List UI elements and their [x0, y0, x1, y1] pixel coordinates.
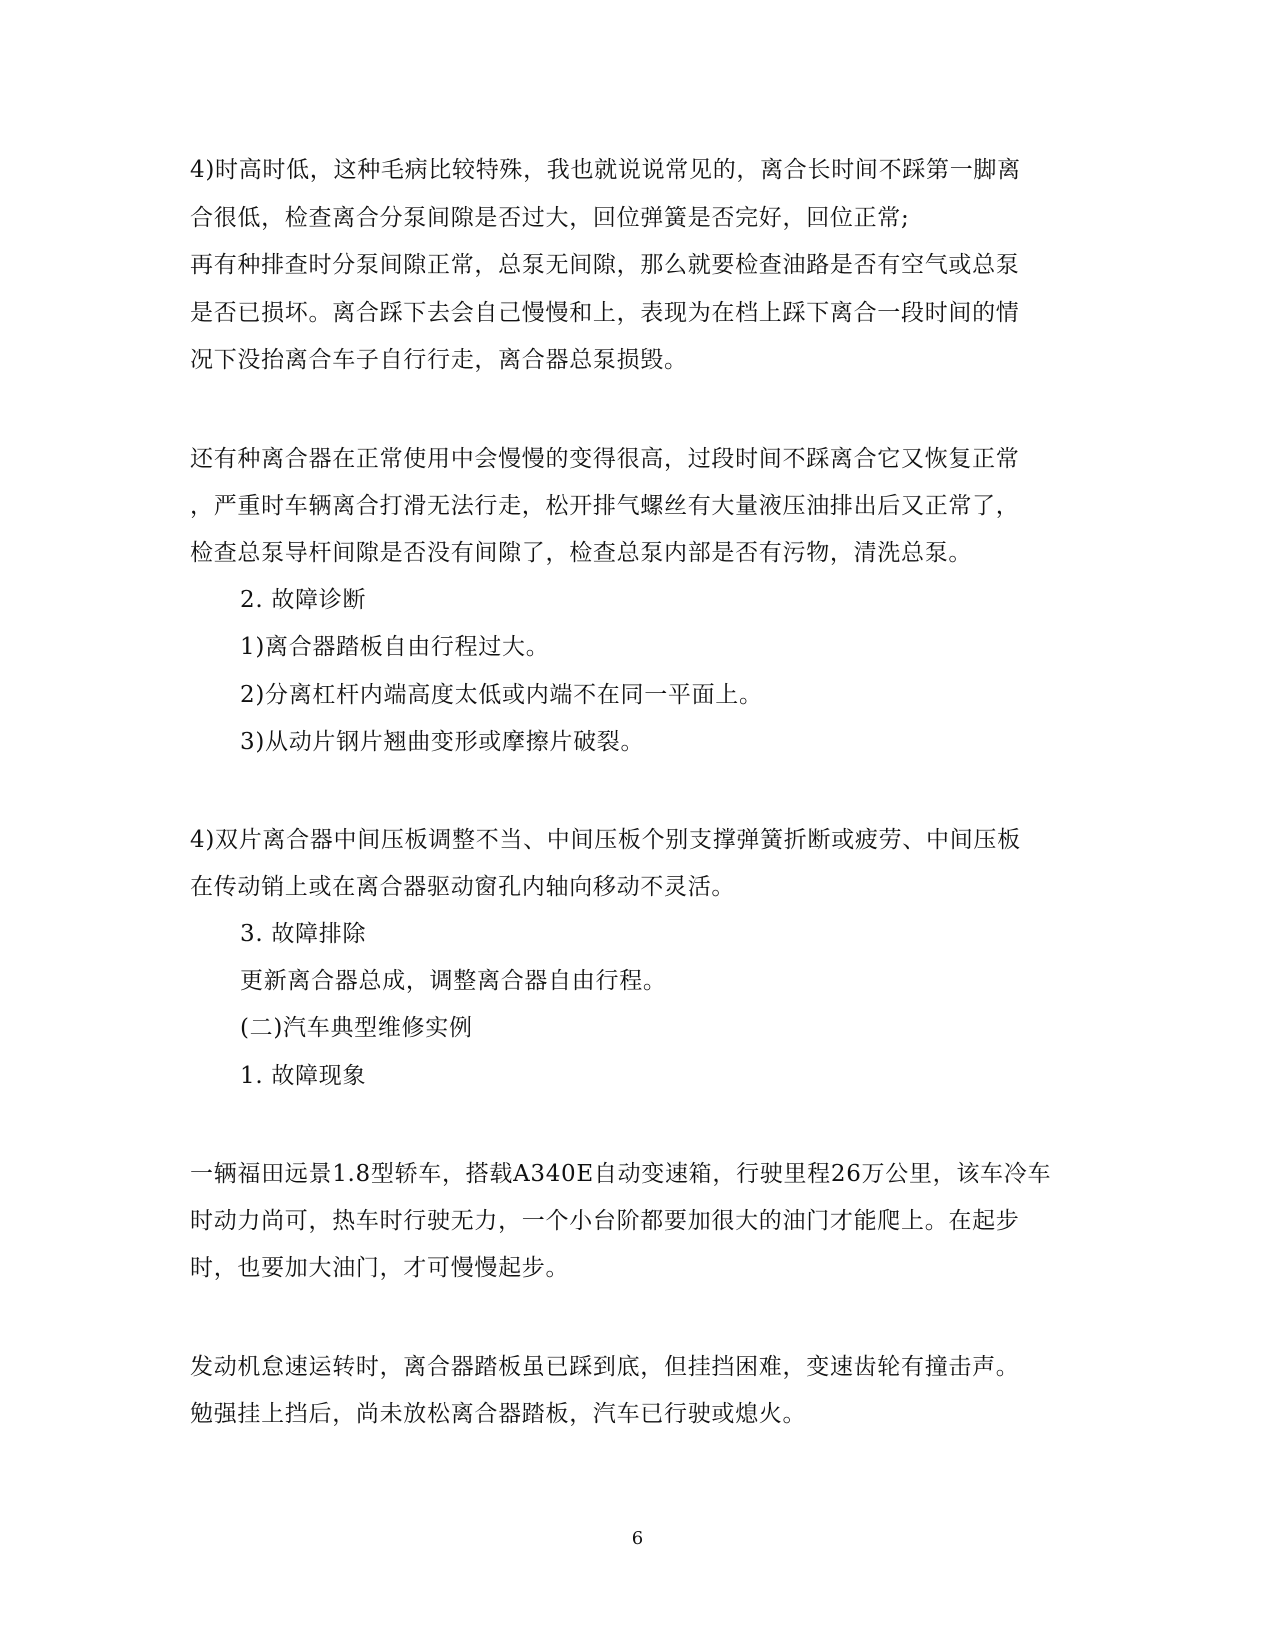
section-heading: 1. 故障现象: [240, 1063, 367, 1089]
text-line: 发动机怠速运转时，离合器踏板虽已踩到底，但挂挡困难，变速齿轮有撞击声。: [190, 1354, 1020, 1380]
section-heading: 2. 故障诊断: [240, 587, 367, 613]
text-line: ，严重时车辆离合打滑无法行走，松开排气螺丝有大量液压油排出后又正常了，: [190, 493, 1020, 519]
text-line: 更新离合器总成，调整离合器自由行程。: [240, 968, 667, 994]
text-line: 4)双片离合器中间压板调整不当、中间压板个别支撑弹簧折断或疲劳、中间压板: [190, 827, 1021, 853]
text-line: 是否已损坏。离合踩下去会自己慢慢和上，表现为在档上踩下离合一段时间的情: [190, 300, 1020, 326]
text-line: 勉强挂上挡后，尚未放松离合器踏板，汽车已行驶或熄火。: [190, 1401, 807, 1427]
text-line: 再有种排查时分泵间隙正常，总泵无间隙，那么就要检查油路是否有空气或总泵: [190, 252, 1020, 278]
section-heading: 3. 故障排除: [240, 921, 367, 947]
text-line: 况下没抬离合车子自行行走，离合器总泵损毁。: [190, 347, 688, 373]
section-heading: (二)汽车典型维修实例: [240, 1015, 473, 1041]
text-line: 检查总泵导杆间隙是否没有间隙了，检查总泵内部是否有污物，清洗总泵。: [190, 540, 973, 566]
list-item: 2)分离杠杆内端高度太低或内端不在同一平面上。: [240, 682, 763, 708]
text-line: 一辆福田远景1.8型轿车，搭载A340E自动变速箱，行驶里程26万公里，该车冷车: [190, 1161, 1052, 1187]
list-item: 1)离合器踏板自由行程过大。: [240, 634, 550, 660]
list-item: 3)从动片钢片翘曲变形或摩擦片破裂。: [240, 729, 645, 755]
text-line: 在传动销上或在离合器驱动窗孔内轴向移动不灵活。: [190, 874, 736, 900]
text-line: 时动力尚可，热车时行驶无力，一个小台阶都要加很大的油门才能爬上。在起步: [190, 1208, 1020, 1234]
text-line: 时，也要加大油门，才可慢慢起步。: [190, 1255, 570, 1281]
text-line: 还有种离合器在正常使用中会慢慢的变得很高，过段时间不踩离合它又恢复正常: [190, 446, 1020, 472]
text-line: 合很低，检查离合分泵间隙是否过大，回位弹簧是否完好，回位正常;: [190, 205, 910, 231]
page-number: 6: [631, 1528, 644, 1549]
text-line: 4)时高时低，这种毛病比较特殊，我也就说说常见的，离合长时间不踩第一脚离: [190, 157, 1021, 183]
